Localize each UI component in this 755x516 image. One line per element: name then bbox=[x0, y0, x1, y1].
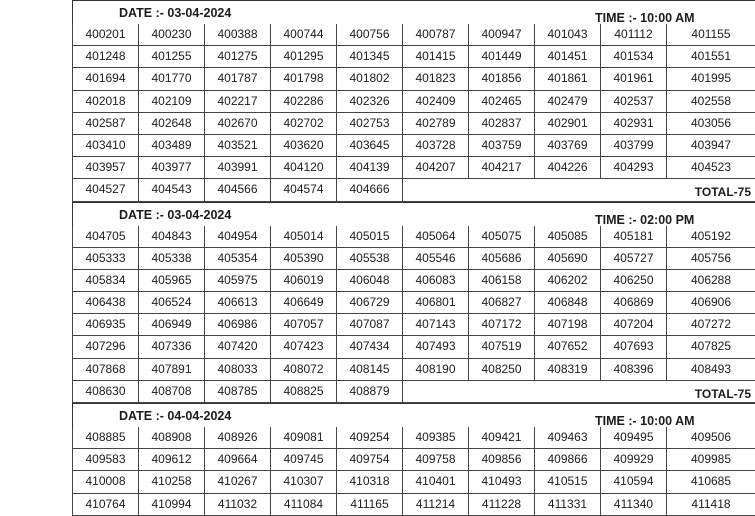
number-cell: 403947 bbox=[666, 135, 755, 157]
number-cell: 401449 bbox=[468, 46, 534, 68]
number-cell: 405975 bbox=[204, 270, 270, 292]
number-cell: 407143 bbox=[402, 314, 468, 336]
number-cell: 401861 bbox=[534, 68, 600, 90]
number-cell: 403620 bbox=[270, 135, 336, 157]
number-cell: 405546 bbox=[402, 248, 468, 270]
number-cell: 408630 bbox=[72, 381, 138, 403]
number-cell: 407493 bbox=[402, 336, 468, 358]
number-cell: 410764 bbox=[72, 494, 138, 516]
number-cell: 408825 bbox=[270, 381, 336, 403]
number-cell: 410267 bbox=[204, 471, 270, 493]
number-cell: 405390 bbox=[270, 248, 336, 270]
number-cell: 410318 bbox=[336, 471, 402, 493]
number-cell: 411214 bbox=[402, 494, 468, 516]
number-cell: 402558 bbox=[666, 91, 755, 113]
number-cell: 409254 bbox=[336, 427, 402, 449]
number-cell: 409495 bbox=[600, 427, 666, 449]
number-cell: 403769 bbox=[534, 135, 600, 157]
table-row bbox=[72, 336, 755, 358]
number-cell: 403991 bbox=[204, 157, 270, 179]
number-cell: 406202 bbox=[534, 270, 600, 292]
number-cell: 404139 bbox=[336, 157, 402, 179]
number-cell: 400230 bbox=[138, 24, 204, 46]
time-label: TIME :- 02:00 PM bbox=[595, 212, 695, 227]
number-cell: 410307 bbox=[270, 471, 336, 493]
number-cell: 403977 bbox=[138, 157, 204, 179]
number-cell: 402217 bbox=[204, 91, 270, 113]
number-cell: 402479 bbox=[534, 91, 600, 113]
number-cell: 406158 bbox=[468, 270, 534, 292]
number-cell: 402648 bbox=[138, 113, 204, 135]
number-cell: 407198 bbox=[534, 314, 600, 336]
number-cell: 408785 bbox=[204, 381, 270, 403]
number-cell: 404207 bbox=[402, 157, 468, 179]
number-cell: 403056 bbox=[666, 113, 755, 135]
number-cell: 411084 bbox=[270, 494, 336, 516]
number-cell: 408190 bbox=[402, 359, 468, 381]
number-cell: 403489 bbox=[138, 135, 204, 157]
number-cell: 402326 bbox=[336, 91, 402, 113]
number-cell: 409745 bbox=[270, 449, 336, 471]
number-cell: 407519 bbox=[468, 336, 534, 358]
number-cell: 407272 bbox=[666, 314, 755, 336]
block-header bbox=[72, 404, 755, 427]
number-cell: 405686 bbox=[468, 248, 534, 270]
number-cell: 404226 bbox=[534, 157, 600, 179]
number-cell: 401112 bbox=[600, 24, 666, 46]
number-cell: 403799 bbox=[600, 135, 666, 157]
number-cell: 401995 bbox=[666, 68, 755, 90]
table-row bbox=[72, 135, 755, 157]
number-cell: 407296 bbox=[72, 336, 138, 358]
table-row-last bbox=[72, 381, 755, 403]
number-cell: 409385 bbox=[402, 427, 468, 449]
number-cell: 404566 bbox=[204, 179, 270, 201]
number-cell: 407172 bbox=[468, 314, 534, 336]
number-cell: 401415 bbox=[402, 46, 468, 68]
number-cell: 406869 bbox=[600, 292, 666, 314]
number-cell: 407891 bbox=[138, 359, 204, 381]
number-cell: 406524 bbox=[138, 292, 204, 314]
number-cell: 411331 bbox=[534, 494, 600, 516]
number-cell: 402018 bbox=[72, 91, 138, 113]
number-cell: 407420 bbox=[204, 336, 270, 358]
number-cell: 402931 bbox=[600, 113, 666, 135]
number-cell: 406949 bbox=[138, 314, 204, 336]
number-cell: 405075 bbox=[468, 226, 534, 248]
number-cell: 407057 bbox=[270, 314, 336, 336]
number-cell: 406438 bbox=[72, 292, 138, 314]
number-cell: 404120 bbox=[270, 157, 336, 179]
number-cell: 406827 bbox=[468, 292, 534, 314]
number-cell: 402286 bbox=[270, 91, 336, 113]
number-cell: 410515 bbox=[534, 471, 600, 493]
number-cell: 407204 bbox=[600, 314, 666, 336]
number-cell: 401770 bbox=[138, 68, 204, 90]
number-cell: 400388 bbox=[204, 24, 270, 46]
block-header bbox=[72, 1, 755, 24]
result-block bbox=[72, 202, 755, 404]
number-cell: 408708 bbox=[138, 381, 204, 403]
number-cell: 410594 bbox=[600, 471, 666, 493]
number-cell: 402587 bbox=[72, 113, 138, 135]
block-header bbox=[72, 203, 755, 226]
total-label: TOTAL-75 bbox=[402, 381, 755, 403]
number-cell: 405834 bbox=[72, 270, 138, 292]
number-cell: 401248 bbox=[72, 46, 138, 68]
table-row bbox=[72, 449, 755, 471]
number-cell: 409758 bbox=[402, 449, 468, 471]
number-cell: 409463 bbox=[534, 427, 600, 449]
number-cell: 406613 bbox=[204, 292, 270, 314]
number-cell: 404543 bbox=[138, 179, 204, 201]
number-cell: 403645 bbox=[336, 135, 402, 157]
number-cell: 408319 bbox=[534, 359, 600, 381]
number-cell: 407423 bbox=[270, 336, 336, 358]
number-cell: 402702 bbox=[270, 113, 336, 135]
number-cell: 410493 bbox=[468, 471, 534, 493]
number-cell: 405015 bbox=[336, 226, 402, 248]
number-cell: 406986 bbox=[204, 314, 270, 336]
number-cell: 400787 bbox=[402, 24, 468, 46]
number-cell: 403521 bbox=[204, 135, 270, 157]
table-row bbox=[72, 494, 755, 516]
number-cell: 410994 bbox=[138, 494, 204, 516]
number-cell: 409583 bbox=[72, 449, 138, 471]
number-cell: 402753 bbox=[336, 113, 402, 135]
number-cell: 411032 bbox=[204, 494, 270, 516]
number-cell: 402537 bbox=[600, 91, 666, 113]
number-cell: 408145 bbox=[336, 359, 402, 381]
number-cell: 405064 bbox=[402, 226, 468, 248]
table-row bbox=[72, 91, 755, 113]
table-row bbox=[72, 270, 755, 292]
table-row bbox=[72, 68, 755, 90]
number-cell: 409612 bbox=[138, 449, 204, 471]
number-cell: 406906 bbox=[666, 292, 755, 314]
number-cell: 408493 bbox=[666, 359, 755, 381]
number-cell: 408033 bbox=[204, 359, 270, 381]
number-cell: 402901 bbox=[534, 113, 600, 135]
number-cell: 401551 bbox=[666, 46, 755, 68]
number-cell: 402670 bbox=[204, 113, 270, 135]
number-cell: 405338 bbox=[138, 248, 204, 270]
table-row bbox=[72, 359, 755, 381]
number-cell: 405690 bbox=[534, 248, 600, 270]
number-cell: 411228 bbox=[468, 494, 534, 516]
number-cell: 406019 bbox=[270, 270, 336, 292]
number-cell: 402837 bbox=[468, 113, 534, 135]
result-block bbox=[72, 0, 755, 202]
time-label: TIME :- 10:00 AM bbox=[595, 414, 695, 428]
number-cell: 409866 bbox=[534, 449, 600, 471]
number-cell: 406288 bbox=[666, 270, 755, 292]
number-cell: 409421 bbox=[468, 427, 534, 449]
number-cell: 401787 bbox=[204, 68, 270, 90]
number-cell: 405192 bbox=[666, 226, 755, 248]
number-cell: 407693 bbox=[600, 336, 666, 358]
number-cell: 408396 bbox=[600, 359, 666, 381]
number-cell: 402465 bbox=[468, 91, 534, 113]
date-label: DATE :- 03-04-2024 bbox=[119, 207, 232, 222]
table-row bbox=[72, 292, 755, 314]
number-cell: 404293 bbox=[600, 157, 666, 179]
table-row bbox=[72, 427, 755, 449]
number-cell: 405181 bbox=[600, 226, 666, 248]
number-cell: 401534 bbox=[600, 46, 666, 68]
number-cell: 404666 bbox=[336, 179, 402, 201]
results-sheet bbox=[72, 0, 755, 516]
number-cell: 401255 bbox=[138, 46, 204, 68]
number-cell: 407336 bbox=[138, 336, 204, 358]
number-cell: 401043 bbox=[534, 24, 600, 46]
number-cell: 406048 bbox=[336, 270, 402, 292]
table-row bbox=[72, 471, 755, 493]
number-cell: 400756 bbox=[336, 24, 402, 46]
number-cell: 407434 bbox=[336, 336, 402, 358]
table-row bbox=[72, 157, 755, 179]
number-cell: 402409 bbox=[402, 91, 468, 113]
number-cell: 401155 bbox=[666, 24, 755, 46]
number-cell: 407652 bbox=[534, 336, 600, 358]
number-cell: 406649 bbox=[270, 292, 336, 314]
table-row bbox=[72, 226, 755, 248]
table-row bbox=[72, 24, 755, 46]
number-cell: 405333 bbox=[72, 248, 138, 270]
number-cell: 409985 bbox=[666, 449, 755, 471]
number-cell: 402789 bbox=[402, 113, 468, 135]
number-cell: 410008 bbox=[72, 471, 138, 493]
number-cell: 406083 bbox=[402, 270, 468, 292]
table-row-last bbox=[72, 179, 755, 201]
table-row bbox=[72, 113, 755, 135]
number-cell: 401823 bbox=[402, 68, 468, 90]
number-cell: 400947 bbox=[468, 24, 534, 46]
number-cell: 407868 bbox=[72, 359, 138, 381]
number-cell: 411340 bbox=[600, 494, 666, 516]
number-cell: 411165 bbox=[336, 494, 402, 516]
table-row bbox=[72, 314, 755, 336]
number-cell: 408908 bbox=[138, 427, 204, 449]
number-cell: 405756 bbox=[666, 248, 755, 270]
number-cell: 401802 bbox=[336, 68, 402, 90]
number-cell: 404217 bbox=[468, 157, 534, 179]
number-cell: 409664 bbox=[204, 449, 270, 471]
number-cell: 401451 bbox=[534, 46, 600, 68]
number-cell: 405354 bbox=[204, 248, 270, 270]
number-cell: 405085 bbox=[534, 226, 600, 248]
number-cell: 405538 bbox=[336, 248, 402, 270]
number-cell: 410685 bbox=[666, 471, 755, 493]
number-cell: 400744 bbox=[270, 24, 336, 46]
number-cell: 401275 bbox=[204, 46, 270, 68]
number-cell: 406250 bbox=[600, 270, 666, 292]
number-cell: 408072 bbox=[270, 359, 336, 381]
number-cell: 409754 bbox=[336, 449, 402, 471]
number-cell: 409081 bbox=[270, 427, 336, 449]
number-cell: 410258 bbox=[138, 471, 204, 493]
number-cell: 400201 bbox=[72, 24, 138, 46]
number-cell: 404954 bbox=[204, 226, 270, 248]
number-cell: 407087 bbox=[336, 314, 402, 336]
number-cell: 405727 bbox=[600, 248, 666, 270]
time-label: TIME :- 10:00 AM bbox=[595, 11, 695, 25]
table-row bbox=[72, 248, 755, 270]
date-label: DATE :- 04-04-2024 bbox=[119, 409, 232, 423]
number-cell: 402109 bbox=[138, 91, 204, 113]
number-cell: 405014 bbox=[270, 226, 336, 248]
number-cell: 401295 bbox=[270, 46, 336, 68]
number-cell: 407825 bbox=[666, 336, 755, 358]
number-cell: 403759 bbox=[468, 135, 534, 157]
number-cell: 408879 bbox=[336, 381, 402, 403]
number-cell: 401345 bbox=[336, 46, 402, 68]
number-cell: 406848 bbox=[534, 292, 600, 314]
number-cell: 401961 bbox=[600, 68, 666, 90]
number-cell: 406729 bbox=[336, 292, 402, 314]
number-cell: 403410 bbox=[72, 135, 138, 157]
number-cell: 403728 bbox=[402, 135, 468, 157]
number-cell: 401694 bbox=[72, 68, 138, 90]
number-cell: 404843 bbox=[138, 226, 204, 248]
number-cell: 404705 bbox=[72, 226, 138, 248]
number-cell: 410401 bbox=[402, 471, 468, 493]
table-row bbox=[72, 46, 755, 68]
total-label: TOTAL-75 bbox=[402, 179, 755, 201]
number-cell: 401798 bbox=[270, 68, 336, 90]
number-cell: 409929 bbox=[600, 449, 666, 471]
number-cell: 404527 bbox=[72, 179, 138, 201]
number-cell: 404574 bbox=[270, 179, 336, 201]
result-block bbox=[72, 403, 755, 516]
number-cell: 406801 bbox=[402, 292, 468, 314]
number-cell: 406935 bbox=[72, 314, 138, 336]
number-cell: 411418 bbox=[666, 494, 755, 516]
number-cell: 403957 bbox=[72, 157, 138, 179]
number-cell: 409856 bbox=[468, 449, 534, 471]
number-cell: 404523 bbox=[666, 157, 755, 179]
number-cell: 401856 bbox=[468, 68, 534, 90]
number-cell: 408885 bbox=[72, 427, 138, 449]
number-cell: 409506 bbox=[666, 427, 755, 449]
date-label: DATE :- 03-04-2024 bbox=[119, 6, 232, 20]
number-cell: 408926 bbox=[204, 427, 270, 449]
number-cell: 408250 bbox=[468, 359, 534, 381]
number-cell: 405965 bbox=[138, 270, 204, 292]
